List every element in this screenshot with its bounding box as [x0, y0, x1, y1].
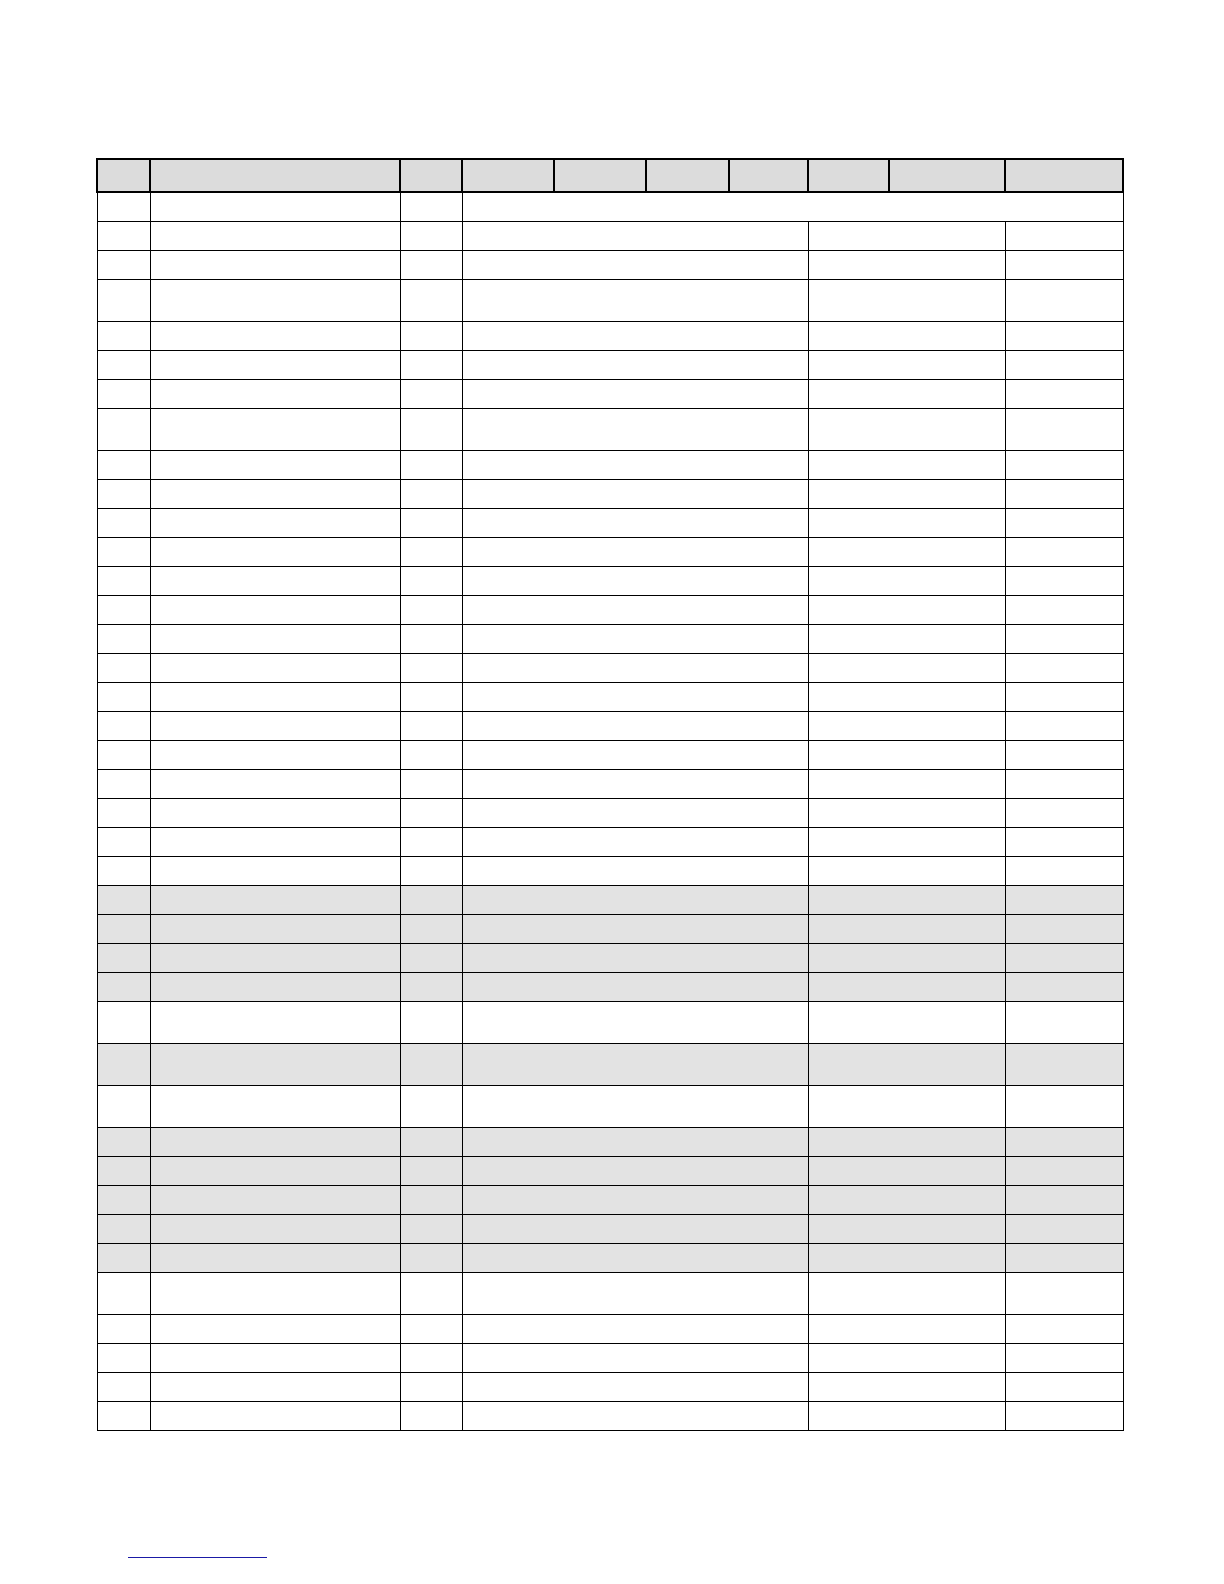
table-cell — [97, 1243, 150, 1272]
table-row — [97, 379, 1123, 408]
table-cell — [150, 508, 400, 537]
table-cell — [808, 943, 1005, 972]
table-cell — [400, 1214, 462, 1243]
table-row — [97, 221, 1123, 250]
table-cell — [97, 450, 150, 479]
table-cell — [462, 508, 808, 537]
table-cell — [462, 740, 808, 769]
table-cell — [150, 1127, 400, 1156]
table-cell — [462, 450, 808, 479]
table-cell — [150, 885, 400, 914]
table-cell — [462, 408, 808, 450]
table-cell — [400, 450, 462, 479]
table-cell — [808, 653, 1005, 682]
table-cell — [808, 279, 1005, 321]
table-cell — [400, 1372, 462, 1401]
table-cell — [808, 537, 1005, 566]
table-cell — [462, 1314, 808, 1343]
table-row — [97, 1001, 1123, 1043]
table-row — [97, 1372, 1123, 1401]
table-cell — [1005, 1343, 1123, 1372]
footnote-rule — [128, 1557, 267, 1558]
table-row — [97, 1272, 1123, 1314]
table-cell — [808, 1314, 1005, 1343]
table-row — [97, 408, 1123, 450]
table-cell — [1005, 408, 1123, 450]
table-cell — [462, 479, 808, 508]
table-cell — [97, 279, 150, 321]
table-cell — [97, 1401, 150, 1430]
table-cell — [400, 827, 462, 856]
table-cell — [150, 1085, 400, 1127]
table-cell — [1005, 1043, 1123, 1085]
table-cell — [97, 1343, 150, 1372]
table-row — [97, 250, 1123, 279]
table-cell — [1005, 595, 1123, 624]
table-cell — [97, 1214, 150, 1243]
table-cell — [462, 1343, 808, 1372]
table-cell — [808, 221, 1005, 250]
table-cell — [150, 279, 400, 321]
table-cell — [400, 479, 462, 508]
table-cell — [150, 711, 400, 740]
table-cell — [150, 1001, 400, 1043]
table-cell — [1005, 740, 1123, 769]
table-cell — [97, 1001, 150, 1043]
table-cell — [150, 595, 400, 624]
table-cell — [150, 1314, 400, 1343]
table-cell — [400, 1043, 462, 1085]
header-row — [97, 159, 1123, 192]
table-cell — [1005, 321, 1123, 350]
table-cell — [400, 1401, 462, 1430]
table-cell — [808, 379, 1005, 408]
data-table — [96, 158, 1124, 1431]
table-cell — [150, 624, 400, 653]
table-cell — [462, 192, 1123, 221]
table-cell — [808, 1401, 1005, 1430]
table-cell — [462, 1127, 808, 1156]
table-cell — [808, 914, 1005, 943]
table-cell — [150, 1185, 400, 1214]
table-cell — [462, 379, 808, 408]
table-cell — [808, 1272, 1005, 1314]
table-cell — [400, 624, 462, 653]
table-row — [97, 885, 1123, 914]
table-cell — [150, 740, 400, 769]
table-cell — [97, 682, 150, 711]
table-cell — [1005, 566, 1123, 595]
table-cell — [97, 479, 150, 508]
table-cell — [808, 711, 1005, 740]
table-cell — [808, 740, 1005, 769]
table-cell — [97, 798, 150, 827]
table-cell — [97, 1185, 150, 1214]
table-cell — [1005, 682, 1123, 711]
table-cell — [400, 350, 462, 379]
header-cell — [97, 159, 150, 192]
table-cell — [400, 321, 462, 350]
table-row — [97, 1401, 1123, 1430]
table-cell — [97, 1043, 150, 1085]
table-cell — [808, 1214, 1005, 1243]
header-cell — [646, 159, 729, 192]
table-cell — [808, 1343, 1005, 1372]
table-cell — [150, 1243, 400, 1272]
table-cell — [462, 972, 808, 1001]
table-cell — [462, 682, 808, 711]
table-cell — [462, 827, 808, 856]
table-cell — [150, 914, 400, 943]
table-cell — [462, 1401, 808, 1430]
table-cell — [808, 1085, 1005, 1127]
table-cell — [462, 537, 808, 566]
table-row — [97, 711, 1123, 740]
table-cell — [97, 595, 150, 624]
table-cell — [97, 914, 150, 943]
table-cell — [150, 1156, 400, 1185]
table-cell — [808, 1185, 1005, 1214]
table-cell — [400, 221, 462, 250]
table-cell — [1005, 711, 1123, 740]
table-cell — [462, 914, 808, 943]
table-cell — [462, 1001, 808, 1043]
table-cell — [150, 798, 400, 827]
table-cell — [400, 972, 462, 1001]
table-cell — [97, 1272, 150, 1314]
table-cell — [1005, 1401, 1123, 1430]
table-row — [97, 769, 1123, 798]
table-cell — [97, 537, 150, 566]
table-row — [97, 740, 1123, 769]
table-cell — [97, 221, 150, 250]
table-cell — [462, 1372, 808, 1401]
table-cell — [1005, 827, 1123, 856]
table-cell — [462, 1156, 808, 1185]
table-cell — [400, 1001, 462, 1043]
table-row — [97, 827, 1123, 856]
table-cell — [400, 856, 462, 885]
table-cell — [150, 479, 400, 508]
table-row — [97, 1243, 1123, 1272]
table-cell — [1005, 479, 1123, 508]
table-cell — [1005, 1314, 1123, 1343]
table-cell — [400, 1343, 462, 1372]
table-cell — [462, 1085, 808, 1127]
table-cell — [462, 943, 808, 972]
table-cell — [150, 379, 400, 408]
table-cell — [808, 479, 1005, 508]
table-row — [97, 624, 1123, 653]
table-cell — [97, 856, 150, 885]
table-cell — [97, 1314, 150, 1343]
table-cell — [462, 1243, 808, 1272]
table-cell — [400, 885, 462, 914]
table-row — [97, 450, 1123, 479]
table-cell — [808, 350, 1005, 379]
table-cell — [150, 769, 400, 798]
header-cell — [462, 159, 554, 192]
table-row — [97, 350, 1123, 379]
table-cell — [97, 943, 150, 972]
table-cell — [1005, 1085, 1123, 1127]
table-cell — [462, 221, 808, 250]
table-cell — [462, 1272, 808, 1314]
table-cell — [97, 379, 150, 408]
table-cell — [97, 250, 150, 279]
table-cell — [150, 827, 400, 856]
table-cell — [400, 798, 462, 827]
table-cell — [1005, 972, 1123, 1001]
table-cell — [97, 827, 150, 856]
table-cell — [150, 408, 400, 450]
table-cell — [1005, 279, 1123, 321]
table-row — [97, 1343, 1123, 1372]
table-cell — [150, 350, 400, 379]
table-cell — [808, 972, 1005, 1001]
table-cell — [1005, 1127, 1123, 1156]
table-cell — [808, 250, 1005, 279]
table-cell — [400, 537, 462, 566]
table-cell — [462, 566, 808, 595]
table-cell — [400, 943, 462, 972]
table-cell — [808, 321, 1005, 350]
table-cell — [808, 595, 1005, 624]
table-cell — [150, 1343, 400, 1372]
table-cell — [97, 1372, 150, 1401]
table-cell — [808, 1001, 1005, 1043]
table-cell — [97, 350, 150, 379]
table-cell — [1005, 537, 1123, 566]
table-cell — [1005, 250, 1123, 279]
table-cell — [150, 1043, 400, 1085]
table-cell — [808, 1243, 1005, 1272]
table-cell — [150, 192, 400, 221]
table-cell — [808, 827, 1005, 856]
table-row — [97, 943, 1123, 972]
table-cell — [97, 566, 150, 595]
table-row — [97, 1214, 1123, 1243]
table-row — [97, 972, 1123, 1001]
table-cell — [462, 350, 808, 379]
table-cell — [1005, 1272, 1123, 1314]
header-cell — [150, 159, 400, 192]
table-cell — [400, 279, 462, 321]
table-cell — [1005, 1001, 1123, 1043]
table-row — [97, 192, 1123, 221]
table-cell — [462, 1185, 808, 1214]
table-cell — [97, 972, 150, 1001]
table-cell — [150, 250, 400, 279]
table-cell — [97, 1127, 150, 1156]
table-row — [97, 682, 1123, 711]
table-cell — [808, 856, 1005, 885]
table-row — [97, 914, 1123, 943]
table-cell — [1005, 653, 1123, 682]
table-cell — [1005, 1214, 1123, 1243]
table-row — [97, 1185, 1123, 1214]
table-cell — [1005, 508, 1123, 537]
table-cell — [97, 1085, 150, 1127]
table-cell — [400, 192, 462, 221]
table-row — [97, 321, 1123, 350]
table-cell — [400, 595, 462, 624]
table-cell — [1005, 798, 1123, 827]
table-cell — [97, 321, 150, 350]
table-body — [97, 192, 1123, 1430]
table-cell — [808, 798, 1005, 827]
table-cell — [97, 1156, 150, 1185]
table-cell — [1005, 1156, 1123, 1185]
header-cell — [1005, 159, 1123, 192]
table-cell — [400, 682, 462, 711]
table-cell — [400, 1156, 462, 1185]
table-cell — [97, 653, 150, 682]
table-row — [97, 595, 1123, 624]
table-cell — [462, 279, 808, 321]
table-row — [97, 1085, 1123, 1127]
table-cell — [462, 250, 808, 279]
table-cell — [808, 508, 1005, 537]
table-cell — [150, 1272, 400, 1314]
table-cell — [400, 1243, 462, 1272]
table-row — [97, 653, 1123, 682]
table-cell — [462, 798, 808, 827]
table-cell — [462, 769, 808, 798]
table-cell — [400, 250, 462, 279]
table-cell — [97, 408, 150, 450]
table-cell — [808, 566, 1005, 595]
table-cell — [462, 1214, 808, 1243]
table-cell — [808, 450, 1005, 479]
table-cell — [97, 624, 150, 653]
table-cell — [150, 856, 400, 885]
header-cell — [554, 159, 646, 192]
table-cell — [150, 653, 400, 682]
table-row — [97, 1156, 1123, 1185]
header-cell — [808, 159, 889, 192]
table-row — [97, 856, 1123, 885]
table-cell — [1005, 350, 1123, 379]
table-cell — [400, 1185, 462, 1214]
table-cell — [150, 682, 400, 711]
header-cell — [400, 159, 462, 192]
table-cell — [462, 885, 808, 914]
table-cell — [1005, 624, 1123, 653]
table-cell — [150, 1214, 400, 1243]
table-cell — [808, 682, 1005, 711]
table-row — [97, 1127, 1123, 1156]
table-row — [97, 508, 1123, 537]
table-cell — [400, 653, 462, 682]
table-cell — [808, 885, 1005, 914]
table-cell — [400, 1272, 462, 1314]
table-cell — [150, 943, 400, 972]
table-cell — [400, 508, 462, 537]
table-cell — [808, 1043, 1005, 1085]
table-row — [97, 798, 1123, 827]
table-cell — [1005, 221, 1123, 250]
table-cell — [97, 769, 150, 798]
table-cell — [462, 624, 808, 653]
table-cell — [808, 1372, 1005, 1401]
table-cell — [97, 740, 150, 769]
header-cell — [729, 159, 808, 192]
table-cell — [808, 1127, 1005, 1156]
table-row — [97, 1314, 1123, 1343]
table-cell — [462, 321, 808, 350]
table-cell — [150, 566, 400, 595]
table-cell — [1005, 769, 1123, 798]
table-cell — [97, 192, 150, 221]
table-row — [97, 479, 1123, 508]
table-cell — [808, 624, 1005, 653]
table-cell — [150, 1372, 400, 1401]
table-cell — [1005, 914, 1123, 943]
table-cell — [400, 379, 462, 408]
table-row — [97, 537, 1123, 566]
table-cell — [400, 566, 462, 595]
table-cell — [400, 740, 462, 769]
table-row — [97, 566, 1123, 595]
table-cell — [150, 537, 400, 566]
table-cell — [1005, 943, 1123, 972]
table-cell — [97, 711, 150, 740]
table-cell — [400, 711, 462, 740]
table-row — [97, 1043, 1123, 1085]
table-cell — [400, 408, 462, 450]
table-cell — [400, 914, 462, 943]
table-cell — [150, 321, 400, 350]
header-cell — [889, 159, 1005, 192]
table-cell — [462, 653, 808, 682]
table-cell — [1005, 856, 1123, 885]
table-cell — [1005, 1372, 1123, 1401]
table-cell — [808, 408, 1005, 450]
table-cell — [400, 1085, 462, 1127]
table-cell — [150, 1401, 400, 1430]
table-cell — [97, 885, 150, 914]
table-cell — [1005, 1243, 1123, 1272]
table-cell — [400, 1127, 462, 1156]
table-cell — [808, 1156, 1005, 1185]
table-cell — [1005, 885, 1123, 914]
table-cell — [1005, 1185, 1123, 1214]
table-cell — [400, 769, 462, 798]
table-cell — [462, 595, 808, 624]
table-cell — [150, 450, 400, 479]
table-cell — [1005, 379, 1123, 408]
table-cell — [462, 711, 808, 740]
table-cell — [1005, 450, 1123, 479]
table-cell — [462, 1043, 808, 1085]
table-row — [97, 279, 1123, 321]
table-cell — [150, 221, 400, 250]
table-cell — [400, 1314, 462, 1343]
table-cell — [150, 972, 400, 1001]
table-cell — [97, 508, 150, 537]
table-cell — [462, 856, 808, 885]
table-cell — [808, 769, 1005, 798]
